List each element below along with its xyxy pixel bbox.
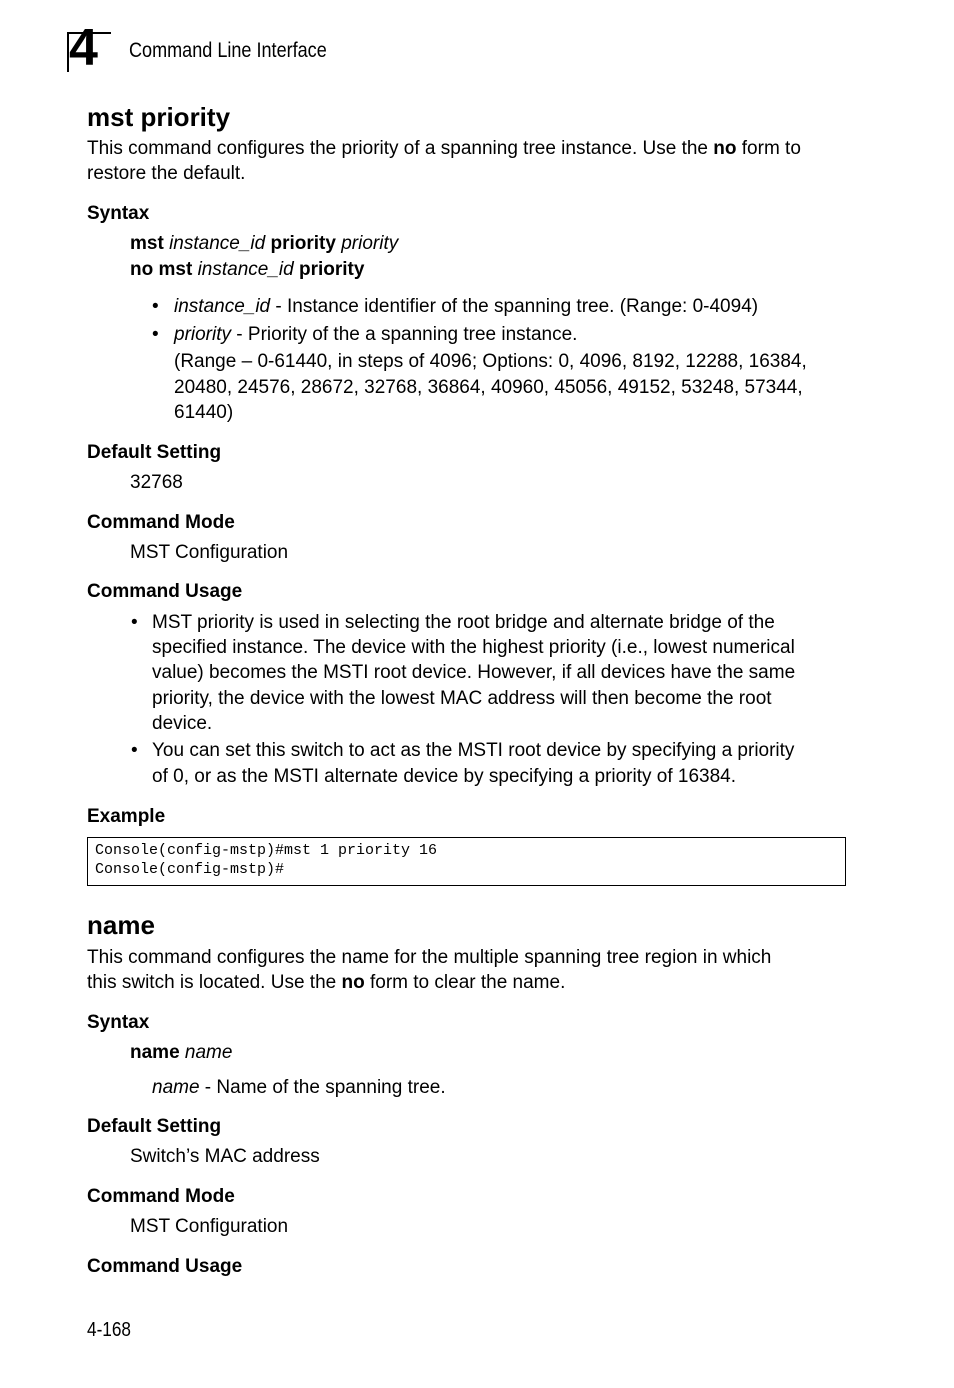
syntax-line-mst-priority: mst instance_id priority priority: [130, 233, 399, 254]
usage-line: MST priority is used in selecting the root bridge and alternate bridge of the: [152, 612, 775, 633]
param-name: name - Name of the spanning tree.: [152, 1077, 446, 1098]
bullet: •: [152, 296, 159, 317]
mst-priority-mode-heading: Command Mode: [87, 512, 235, 533]
code-line: Console(config-mstp)#: [95, 861, 285, 878]
chapter-number: 4: [69, 19, 97, 77]
mst-priority-default-value: 32768: [130, 472, 183, 493]
bullet: •: [131, 740, 138, 761]
page-number: 4-168: [87, 1319, 131, 1341]
mst-priority-example-heading: Example: [87, 806, 166, 827]
name-usage-heading: Command Usage: [87, 1256, 243, 1277]
param-priority-range-line: (Range – 0-61440, in steps of 4096; Options: 0, 4096, 8192, 12288, 16384,: [174, 351, 807, 372]
name-default-value: Switch’s MAC address: [130, 1146, 320, 1167]
usage-line: priority, the device with the lowest MAC address will then become the root: [152, 688, 772, 709]
mst-priority-usage-heading: Command Usage: [87, 581, 243, 602]
code-line: Console(config-mstp)#mst 1 priority 16: [95, 842, 438, 859]
name-mode-value: MST Configuration: [130, 1216, 289, 1237]
section-title-name: name: [87, 910, 155, 940]
name-intro-line: This command configures the name for the multiple spanning tree region in which: [87, 947, 772, 968]
name-mode-heading: Command Mode: [87, 1186, 235, 1207]
name-default-heading: Default Setting: [87, 1116, 222, 1137]
mst-priority-syntax-heading: Syntax: [87, 203, 150, 224]
name-syntax-heading: Syntax: [87, 1012, 150, 1033]
usage-line: specified instance. The device with the highest priority (i.e., lowest numerical: [152, 637, 795, 658]
example-code-block: [87, 837, 846, 886]
usage-line: device.: [152, 713, 213, 734]
name-intro-line: this switch is located. Use the no form to clear the name.: [87, 972, 566, 993]
chapter-title: Command Line Interface: [129, 39, 327, 62]
param-priority-range-line: 20480, 24576, 28672, 32768, 36864, 40960, 45056, 49152, 53248, 57344,: [174, 377, 803, 398]
param-priority: priority - Priority of the a spanning tree instance.: [174, 324, 578, 345]
usage-line: value) becomes the MSTI root device. However, if all devices have the same: [152, 662, 796, 683]
usage-line: of 0, or as the MSTI alternate device by specifying a priority of 16384.: [152, 766, 737, 787]
syntax-line-name: name name: [130, 1042, 233, 1063]
mst-priority-intro: This command configures the priority of a spanning tree instance. Use the no form to restore the default.: [87, 138, 801, 184]
param-priority-range-line: 61440): [174, 402, 234, 423]
usage-line: You can set this switch to act as the MSTI root device by specifying a priority: [152, 740, 795, 761]
mst-priority-default-heading: Default Setting: [87, 442, 222, 463]
mst-priority-mode-value: MST Configuration: [130, 542, 289, 563]
bullet: •: [152, 324, 159, 345]
section-title-mst-priority: mst priority: [87, 102, 231, 132]
bullet: •: [131, 612, 138, 633]
param-instance-id: instance_id - Instance identifier of the spanning tree. (Range: 0-4094): [174, 296, 759, 317]
syntax-line-no-mst-priority: no mst instance_id priority: [130, 259, 365, 280]
